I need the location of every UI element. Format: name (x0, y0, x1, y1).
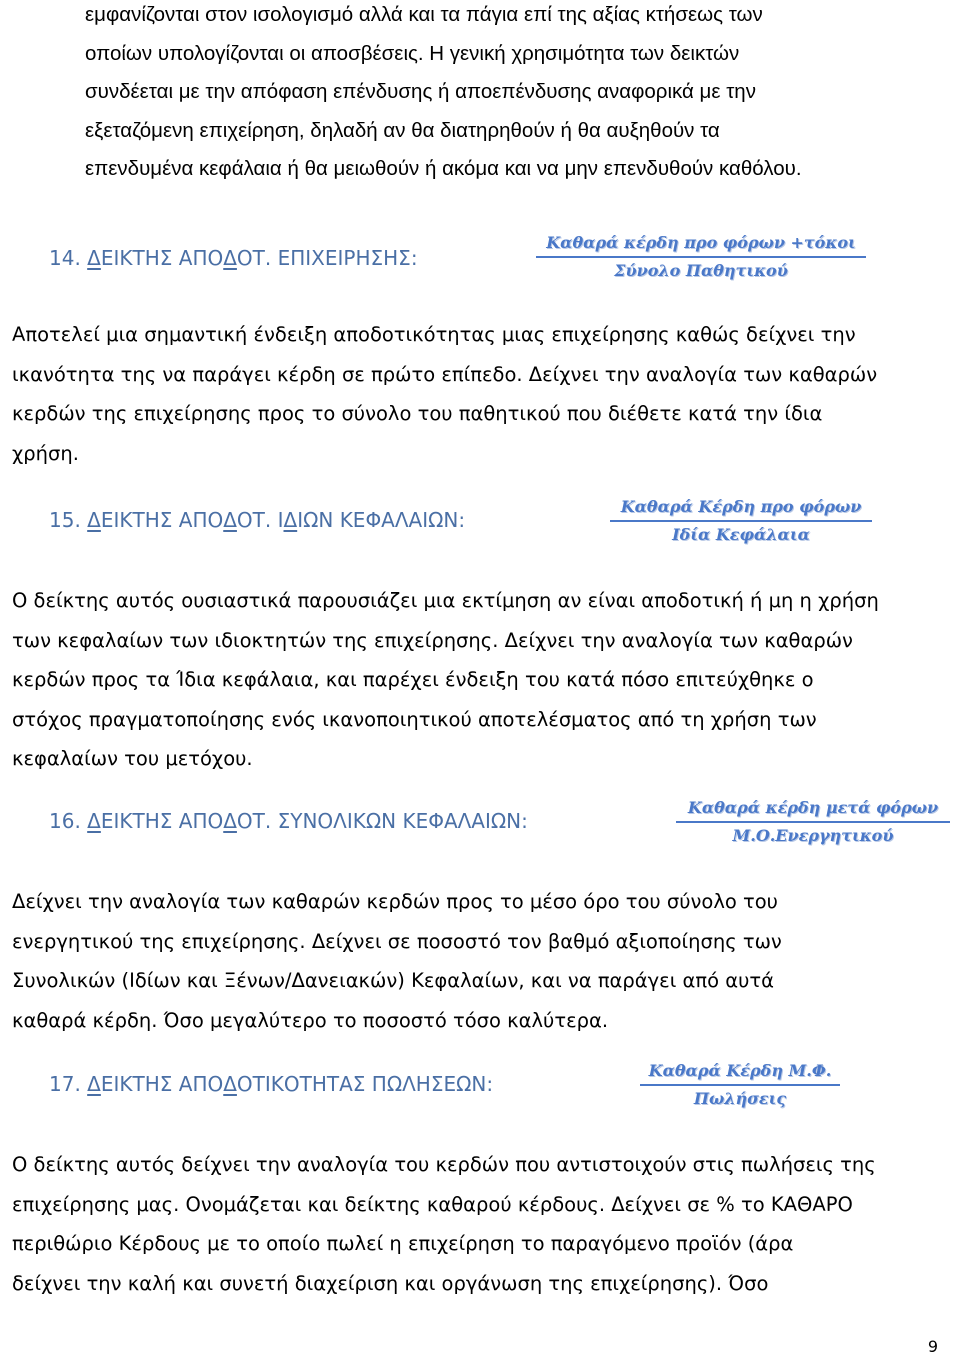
heading-underlined-letter: Δ (223, 246, 237, 270)
paragraph-line: δείχνει την καλή και συνετή διαχείριση και οργάνωση της επιχείρησης). Όσο (12, 1271, 769, 1295)
paragraph-line: κερδών προς τα Ίδια κεφάλαια, και παρέχει ένδειξη του κατά πόσο επιτεύχθηκε ο (12, 668, 814, 691)
formula-numerator: Καθαρά Κέρδη Μ.Φ. (640, 1058, 840, 1086)
heading-underlined-letter: Δ (223, 508, 237, 532)
heading-number: 14. (49, 246, 88, 270)
intro-line: συνδέεται με την απόφαση επένδυσης ή αποεπένδυσης αναφορικά με την (85, 80, 756, 103)
heading-text: ΙΩΝ ΚΕΦΑΛΑΙΩΝ: (297, 508, 466, 532)
section-17-heading (49, 1072, 493, 1096)
paragraph-line: κεφαλαίων του μετόχου. (12, 747, 253, 770)
heading-number: 15. (49, 508, 88, 532)
formula-numerator: Καθαρά Κέρδη προ φόρων (610, 494, 872, 522)
formula-denominator: Μ.Ο.Ενεργητικού (732, 826, 894, 845)
paragraph-line: επιχείρησης μας. Ονομάζεται και δείκτης καθαρού κέρδους. Δείχνει σε % το ΚΑΘΑΡΟ (12, 1192, 853, 1216)
paragraph-line: των κεφαλαίων των ιδιοκτητών της επιχείρησης. Δείχνει την αναλογία των καθαρών (12, 628, 853, 652)
heading-text: ΕΙΚΤΗΣ ΑΠΟ (100, 246, 224, 270)
section-16-heading (49, 809, 528, 833)
section-16-paragraph (12, 882, 957, 1040)
formula-denominator: Πωλήσεις (693, 1089, 787, 1108)
heading-underlined-letter: Δ (223, 1072, 237, 1096)
heading-text: ΟΤ. ΕΠΙΧΕΙΡΗΣΗΣ: (236, 246, 418, 270)
intro-line: εμφανίζονται στον ισολογισμό αλλά και τα πάγια επί της αξίας κτήσεως των (85, 3, 763, 26)
heading-underlined-letter: Δ (283, 508, 298, 532)
page-number: 9 (927, 1337, 938, 1356)
formula-denominator: Σύνολο Παθητικού (614, 261, 788, 280)
formula-denominator: Ιδία Κεφάλαια (672, 525, 810, 544)
heading-text: ΟΤ. ΣΥΝΟΛΙΚΩΝ ΚΕΦΑΛΑΙΩΝ: (236, 809, 528, 833)
heading-underlined-letter: Δ (87, 246, 101, 270)
paragraph-line: ενεργητικού της επιχείρησης. Δείχνει σε ποσοστό τον βαθμό αξιοποίησης των (12, 929, 782, 953)
paragraph-line: Συνολικών (Ιδίων και Ξένων/Δανειακών) Κεφαλαίων, και να παράγει από αυτά (12, 969, 774, 992)
heading-number: 17. (49, 1072, 88, 1096)
heading-text: ΕΙΚΤΗΣ ΑΠΟ (100, 508, 224, 532)
paragraph-line: Δείχνει την αναλογία των καθαρών κερδών προς το μέσο όρο του σύνολο του (12, 890, 778, 913)
paragraph-line: χρήση. (12, 441, 79, 465)
formula-numerator: Καθαρά κέρδη προ φόρων +τόκοι (536, 230, 866, 258)
paragraph-line: στόχος πραγματοποίησης ενός ικανοποιητικού αποτελέσματος από τη χρήση των (12, 707, 817, 731)
section-17-formula (640, 1058, 840, 1112)
heading-underlined-letter: Δ (223, 809, 237, 833)
heading-underlined-letter: Δ (87, 809, 101, 833)
intro-paragraph (85, 0, 915, 189)
heading-text: ΕΙΚΤΗΣ ΑΠΟ (100, 809, 224, 833)
heading-text: ΕΙΚΤΗΣ ΑΠΟ (100, 1072, 224, 1096)
heading-text: ΟΤΙΚΟΤΗΤΑΣ ΠΩΛΗΣΕΩΝ: (236, 1072, 494, 1096)
heading-number: 16. (49, 809, 88, 833)
intro-line: οποίων υπολογίζονται οι αποσβέσεις. Η γενική χρησιμότητα των δεικτών (85, 41, 740, 65)
heading-underlined-letter: Δ (87, 508, 101, 532)
section-14-heading (49, 246, 418, 270)
paragraph-line: Ο δείκτης αυτός ουσιαστικά παρουσιάζει μια εκτίμηση αν είναι αποδοτική ή μη η χρήση (12, 589, 879, 612)
heading-underlined-letter: Δ (87, 1072, 101, 1096)
section-15-formula (610, 494, 872, 548)
section-15-heading (49, 508, 465, 532)
section-15-paragraph (12, 581, 957, 779)
paragraph-line: ικανότητα της να παράγει κέρδη σε πρώτο επίπεδο. Δείχνει την αναλογία των καθαρών (12, 362, 878, 386)
intro-line: εξεταζόμενη επιχείρηση, δηλαδή αν θα διατηρηθούν ή θα αυξηθούν τα (85, 118, 720, 142)
section-14-formula (536, 230, 866, 284)
paragraph-line: περιθώριο Κέρδους με το οποίο πωλεί η επιχείρηση το παραγόμενο προϊόν (άρα (12, 1232, 794, 1255)
section-17-paragraph (12, 1145, 957, 1303)
paragraph-line: Αποτελεί μια σημαντική ένδειξη αποδοτικότητας μιας επιχείρησης καθώς δείχνει την (12, 323, 856, 346)
formula-numerator: Καθαρά κέρδη μετά φόρων (676, 795, 950, 823)
intro-line: επενδυμένα κεφάλαια ή θα μειωθούν ή ακόμα και να μην επενδυθούν καθόλου. (85, 157, 802, 180)
paragraph-line: Ο δείκτης αυτός δείχνει την αναλογία του κερδών που αντιστοιχούν στις πωλήσεις της (12, 1153, 876, 1176)
section-14-paragraph (12, 315, 957, 473)
paragraph-line: καθαρά κέρδη. Όσο μεγαλύτερο το ποσοστό τόσο καλύτερα. (12, 1008, 609, 1032)
section-16-formula (676, 795, 950, 849)
heading-text: ΟΤ. Ι (236, 508, 284, 532)
paragraph-line: κερδών της επιχείρησης προς το σύνολο του παθητικού που διέθετε κατά την ίδια (12, 402, 823, 425)
